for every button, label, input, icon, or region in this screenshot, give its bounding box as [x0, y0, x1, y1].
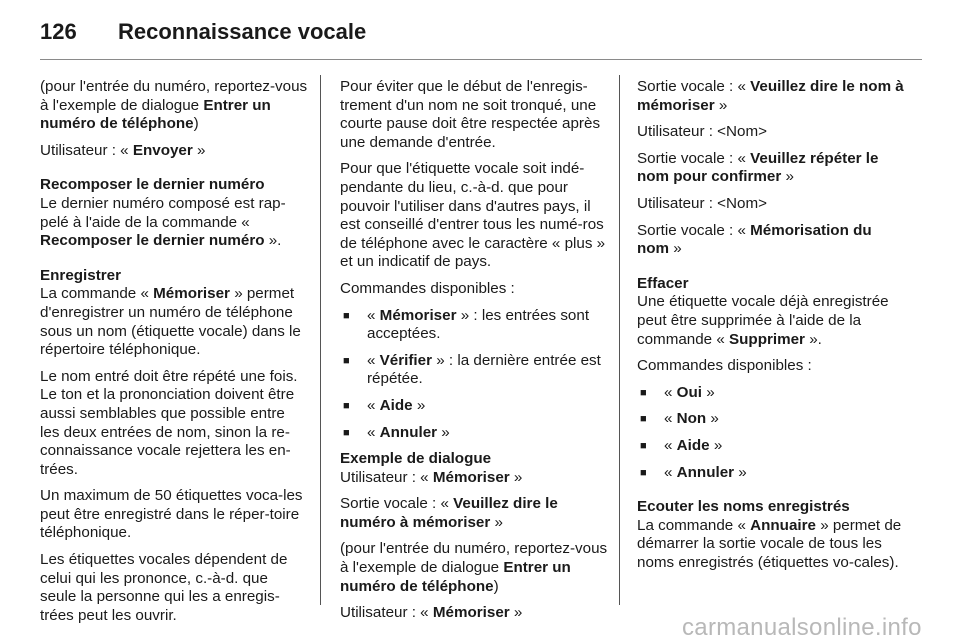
watermark: carmanualsonline.info — [682, 614, 922, 641]
paragraph: Commandes disponibles : — [637, 357, 812, 375]
paragraph: Pour éviter que le début de l'enregis-trement d'un nom ne soit tronqué, une courte pause doit être respectée après une demande d'entrée. — [340, 78, 601, 151]
paragraph: (pour l'entrée du numéro, reportez-vous à l'exemple de dialogue Entrer un numéro de téléphone) — [40, 78, 308, 133]
column-2 — [340, 78, 608, 631]
paragraph: Utilisateur : « Envoyer » — [40, 141, 206, 159]
list-item: ■ « Aide » — [637, 437, 905, 456]
section-heading: Enregistrer — [40, 266, 122, 284]
paragraph: Sortie vocale : « Veuillez dire le nom à mémoriser » — [637, 78, 904, 114]
list-item: ■ « Oui » — [637, 384, 905, 403]
paragraph: Le nom entré doit être répété une fois. Le ton et la prononciation doivent être aussi semblables que possible entre les deux entrées de nom, sinon la re-connaissance vocale rejettera les en-trées. — [40, 367, 298, 478]
page-title: Reconnaissance vocale — [118, 19, 367, 44]
paragraph: Un maximum de 50 étiquettes voca-les peut être enregistré dans le réper-toire téléphonique. — [40, 487, 303, 542]
list-item: ■ « Annuler » — [340, 424, 608, 443]
list-item: ■ « Non » — [637, 410, 905, 429]
section-heading: Exemple de dialogue — [340, 450, 492, 468]
paragraph: Sortie vocale : « Veuillez répéter le nom pour confirmer » — [637, 149, 879, 186]
column-3 — [637, 78, 905, 580]
paragraph: Sortie vocale : « Mémorisation du nom » — [637, 221, 872, 258]
column-divider — [619, 75, 620, 605]
paragraph: Utilisateur : <Nom> — [637, 194, 767, 212]
list-item: ■ « Mémoriser » : les entrées sont acceptées. — [340, 307, 608, 344]
section-dialogue: Exemple de dialogue Utilisateur : « Mémoriser » — [340, 450, 523, 486]
list-item: ■ « Vérifier » : la dernière entrée est répétée. — [340, 352, 608, 389]
section-recomposer: Recomposer le dernier numéro Le dernier numéro composé est rap-pelé à l'aide de la commande « Recomposer le dernier numéro ». — [40, 176, 286, 250]
paragraph: Les étiquettes vocales dépendent de celui qui les prononce, c.-à-d. que seule la personne qui les a enregis-trées peut les ouvrir. — [40, 551, 288, 624]
command-list — [637, 384, 905, 482]
paragraph: Utilisateur : <Nom> — [637, 123, 767, 141]
section-ecouter: Ecouter les noms enregistrés La commande « Annuaire » permet de démarrer la sortie vocale de tous les noms enregistrés (étiquettes vo-cales). — [637, 498, 902, 571]
section-enregistrer: Enregistrer La commande « Mémoriser » permet d'enregistrer un numéro de téléphone sous un nom (étiquette vocale) dans le répertoire téléphonique. — [40, 266, 301, 359]
paragraph: Utilisateur : « Mémoriser » — [340, 604, 523, 622]
page-number: 126 — [40, 19, 77, 44]
paragraph: Pour que l'étiquette vocale soit indé-pendante du lieu, c.-à-d. que pour pouvoir l'utiliser dans d'autres pays, il est conseillé d'entrer tous les numé-ros de téléphone avec le caractère « plus » et un indicatif de pays. — [340, 160, 606, 271]
column-1 — [40, 78, 308, 633]
list-item: ■ « Annuler » — [637, 464, 905, 483]
header-rule — [40, 59, 922, 60]
list-item: ■ « Aide » — [340, 397, 608, 416]
column-divider — [320, 75, 321, 605]
section-heading: Effacer — [637, 274, 689, 292]
section-heading: Ecouter les noms enregistrés — [637, 498, 850, 516]
paragraph: (pour l'entrée du numéro, reportez-vous à l'exemple de dialogue Entrer un numéro de téléphone) — [340, 540, 608, 595]
paragraph: Sortie vocale : « Veuillez dire le numéro à mémoriser » — [340, 495, 558, 531]
section-heading: Recomposer le dernier numéro — [40, 176, 265, 194]
paragraph: Commandes disponibles : — [340, 279, 515, 297]
section-effacer: Effacer Une étiquette vocale déjà enregistrée peut être supprimée à l'aide de la commande « Supprimer ». — [637, 274, 889, 348]
command-list — [340, 307, 608, 443]
